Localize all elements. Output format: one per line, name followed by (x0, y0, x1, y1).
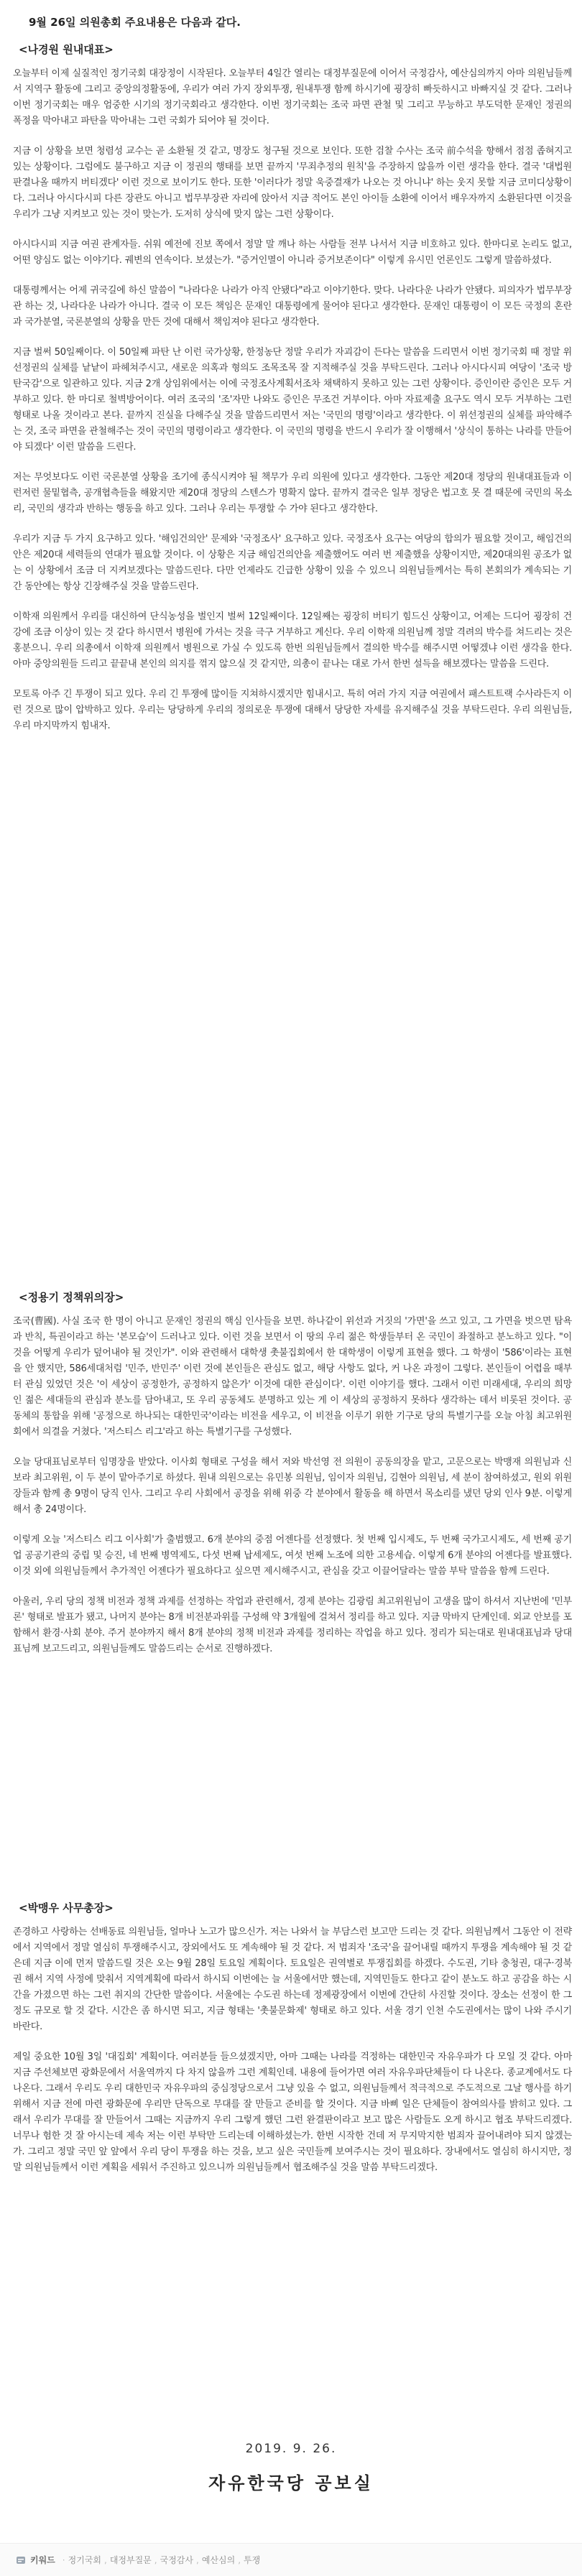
paragraph: 아울러, 우리 당의 정책 비전과 정책 과제를 선정하는 작업과 관련해서, 경제 분야는 김광림 최고위원님이 고생을 많이 하셔서 지난번에 '민부론' 형태로 발표가 됐고, 나머지 분야는 8개 비전분과위를 구성해 약 3개월에 걸쳐서 정리를 하고 있다. 지금 막바지 단계인데. 외교 안보를 포함해서 환경·사회 분야. 주거 분야까지 해서 8개 분야의 정책 비전과 과제를 정리하는 작업을 하고 있다. 정리가 되는대로 원내대표님과 당대표님께 보고드리고, 의원님들께도 말씀드리는 순서로 진행하겠다. (13, 1596, 572, 1654)
paragraph: 오늘부터 이제 실질적인 정기국회 대장정이 시작된다. 오늘부터 4일간 열리는 대정부질문에 이어서 국정감사, 예산심의까지 아마 의원님들께서 지역구 활동에 그리고 중앙의정활동에, 우리가 여러 가지 장외투쟁, 원내투쟁 함께 하시기에 굉장히 빠듯하시고 바빠지실 것 같다. 그러나 이번 정기국회는 매우 엄중한 시기의 정기국회라고 생각한다. 이번 정기국회는 조국 파면 관철 및 그리고 무능하고 부도덕한 문재인 정권의 폭정을 막아내고 파탄을 막아내는 그런 국회가 되어야 될 것이다. (13, 68, 572, 126)
section-na-kyung-won (7, 42, 572, 734)
paragraph: 존경하고 사랑하는 선배동료 의원님들, 얼마나 노고가 많으신가. 저는 나와서 늘 부담스런 보고만 드리는 것 같다. 의원님께서 그동안 이 전략에서 지역에서 정말 열심히 투쟁해주시고, 장외에서도 또 계속해야 될 것 같다. 저 범죄자 '조국'을 끌어내릴 때까지 투쟁을 계속해야 될 것 같은데 지금 이에 먼저 말씀드릴 것은 오는 9월 28일 토요일 계획이다. 토요일은 권역별로 투쟁집회를 하겠다. 수도권, 기타 충청권, 대구·경북권 해서 지역 사정에 맞춰서 지역계획에 따라서 하시되 이번에는 늘 서울에서만 했는데, 지역민들도 한다고 같이 분노도 하고 공감을 하는 시간을 가졌으면 하는 그런 취지의 간단한 말씀이다. 서울에는 수도권 하는데 정제광장에서 이번에 간단히 사진할 것이다. 장소는 선정이 한 그 정도 규모로 할 것 같다. 시간은 좀 하시면 되고, 지금 형태는 '촛불문화제' 형태로 하고 있다. 서울 경기 인천 수도권에서는 많이 나와 주시기 바란다. (13, 1927, 572, 2032)
paragraph: 아시다시피 지금 여권 관계자들. 쉬워 예전에 진보 쪽에서 정말 말 깨나 하는 사람들 전부 나서서 지금 비호하고 있다. 한마디로 논리도 없고, 어떤 양심도 없는 이야기다. 궤변의 연속이다. 보셨는가. "증거인멸이 아니라 증거보존이다" 이렇게 유시민 언론인도 그렇게 말씀하셨다. (13, 239, 572, 266)
section-title: <정용기 정책위의장> (19, 1291, 124, 1304)
paragraph: 모토록 아주 긴 투쟁이 되고 있다. 우리 긴 투쟁에 많이들 지쳐하시겠지만 힘내시고. 특히 여러 가지 지금 여권에서 패스트트랙 수사라든지 이런 것으로 많이 압박하고 있다. 우리는 당당하게 우리의 정의로운 투쟁에 대해서 당당한 자세를 유지해주실 것을 부탁드린다. 우리 의원님들, 우리 마지막까지 힘내자. (13, 689, 572, 731)
paragraph: 지금 벌써 50일째이다. 이 50일째 파탄 난 이런 국가상황, 한정농단 정말 우리가 자괴감이 든다는 말씀을 드리면서 이번 정기국회 때 정말 위선정권의 실체를 낱낱이 파헤쳐주시고, 새로운 의혹과 형의도 조목조목 잘 지적해주실 것을 부탁드린다. 그러나 아시다시피 여당이 '조국 방탄국감'으로 일관하고 있다. 지금 2개 상임위에서는 이에 국정조사계획서조차 채택하지 못하고 있는 그런 상황이다. 증인이란 증인은 모두 거부하고 있다. 한 마디로 철벽방어이다. 여러 조국의 '조'자만 나와도 증인은 무조건 거부이다. 아마 자료제출 요구도 역시 모두 거부하는 그런 형태로 나올 것이라고 본다. 끝까지 진실을 다해주실 것을 말씀드리면서 저는 '국민의 명령'이라고 생각한다. 이 위선정권의 실체를 파악해주는 것, 조국 파면을 관철해주는 것이 국민의 명령이라고 생각한다. 이 국민의 명령을 반드시 우리가 잘 이행해서 '상식이 통하는 나라를 만들어야 되겠다' 이런 말씀을 드린다. (13, 347, 573, 453)
keyword-separator: , (154, 2554, 157, 2565)
keyword-separator: , (195, 2554, 199, 2565)
paragraph: 대통령께서는 어제 귀국길에 하신 말씀이 "나라다운 나라가 아직 안됐다"라고 이야기한다. 맞다. 나라다운 나라가 안됐다. 피의자가 법무부장관 하는 것, 나라다운 나라가 아니다. 결국 이 모든 책임은 문재인 대통령에게 물어야 된다고 생각한다. 문재인 대통령이 이 모든 국정의 혼란과 국가분열, 국론분열의 상황을 만든 것에 대해서 책임져야 된다고 생각한다. (13, 285, 572, 328)
paragraph: 우리가 지금 두 가지 요구하고 있다. '해임건의안' 문제와 '국정조사' 요구하고 있다. 국정조사 요구는 여당의 합의가 필요할 것이고, 해임건의안은 제20대 세력들의 연대가 필요할 것이다. 이 상황은 지금 해임건의안을 제출했어도 여러 번 제출했을 상황이지만, 제20대의원 공조가 없는 이 상황에서 조금 더 지켜보겠다는 말씀드린다. 다만 언제라도 긴급한 상황이 있을 수 있으니 의원님들께서는 특히 본회의가 계속되는 기간 동안에는 항상 긴장해주실 것을 말씀드린다. (13, 534, 572, 592)
keyword-tag[interactable]: 투쟁 (244, 2555, 261, 2565)
paragraph: 이렇게 오늘 '저스티스 리그 이사회'가 출범했고. 6개 분야의 중점 어젠다를 선정했다. 첫 번째 입시제도, 두 번째 국가고시제도, 세 번째 공기업 공공기관의 중립 및 승진, 네 번째 병역제도, 다섯 번째 납세제도, 여섯 번째 노조에 의한 고용세습. 이렇게 6개 분야의 어젠다를 발표했다. 이것 외에 의원님들께서 추가적인 어젠다가 필요하다고 싶으면 제시해주시고, 관심을 갖고 이끌어달라는 말씀 부탁 말씀을 함께 드린다. (13, 1534, 572, 1577)
keyword-label: 키워드 (30, 2555, 55, 2565)
paragraph: 지금 이 상황을 보면 청렴성 교수는 곧 소환될 것 같고, 명장도 청구될 것으로 보인다. 또한 검찰 수사는 조국 前수석을 향해서 점점 좁혀지고 있는 상황이다. 그럼에도 불구하고 지금 이 정권의 행태를 보면 끝까지 '무죄추정의 원칙'을 주장하지 않을까 이런 생각을 한다. 결국 '대법원 판결나올 때까지 버티겠다' 이런 것으로 보이기도 한다. 또한 '이러다가 정말 욱중결재가 나오는 것 아니냐' 하는 웃지 못할 지금 코미디상황이다. 그러나 아시다시피 다른 장관도 아니고 법무부장관 자리에 앉아서 지금 적어도 본인 아이들 소환에 이어서 배우자까지 소환된다면 이것을 우리가 그냥 지켜보고 있는 것이 맞는가. 도저히 상식에 맞지 않는 그런 상황이다. (13, 146, 572, 220)
keyword-footer (0, 2543, 582, 2576)
section-jung-yong-ki (7, 1289, 572, 1657)
release-date: 2019. 9. 26. (245, 2442, 337, 2456)
intro-line: 9월 26일 의원총회 주요내용은 다음과 같다. (29, 16, 241, 29)
keyword-separator: , (238, 2554, 241, 2565)
paragraph: 조국(曹國). 사실 조국 한 명이 아니고 문재인 정권의 핵심 인사들을 보면. 하나같이 위선과 거짓의 '가면'을 쓰고 있고, 그 가면을 벗으면 탐욕과 반칙, 특권이라고 하는 '본모습'이 드러나고 있다. 이런 것을 보면서 이 땅의 우리 젊은 학생들부터 온 국민이 좌절하고 분노하고 있다. "이것을 어떻게 우리가 덮어내야 될 것인가". 이와 관련해서 대학생 촛불집회에서 한 대학생이 이렇게 표현을 했다. 그 학생이 '586'이라는 표현을 안 했지만, 586세대처럼 '민주, 반민주' 이런 것에 본인들은 관심도 없고, 해당 사항도 없다, 커 나온 과정이 그렇다. 본인들이 어렵을 때부터 관심 있었던 것은 '이 세상이 공정한가, 공정하지 않은가' 이것에 대한 관심이다'. 이런 이야기를 했다. 그래서 이런 미래세대, 우리의 희망인 젊은 세대들의 관심과 분노를 담아내고, 또 우리 공동체도 분명하고 있는 게 이 세상의 공정하지 못하다 생각하는 데서 비롯된 것이다. 공동체의 통합을 위해 '공정으로 하나되는 대한민국'이라는 비전을 세우고, 이 비전을 이루기 위한 기구로 당의 특별기구를 오늘 아침 최고위원회에서 의결을 거쳤다. '저스티스 리그'라고 하는 특별기구를 구성했다. (13, 1316, 573, 1437)
section-title: <나경원 원내대표> (19, 43, 114, 56)
section-park-maeng-woo (7, 1900, 572, 2176)
keyword-tag-icon (16, 2555, 26, 2565)
keyword-list (16, 2554, 260, 2566)
keyword-separator: · (62, 2554, 65, 2565)
paragraph: 이학재 의원께서 우리를 대신하여 단식농성을 벌인지 벌써 12일째이다. 12일째는 굉장히 버티기 힘드신 상황이고, 어제는 드디어 굉장히 건강에 조금 이상이 있는 것 같다 하시면서 병원에 가셔는 것을 극구 거부하고 계신다. 우리 이학재 의원님께 정말 격려의 박수를 쳐드리는 것은 홍분으니. 우리 의총에서 이학재 의원께서 병원으로 가실 수 있도록 한번 의원님들께서 결의한 박수를 해주시면 어떻겠냐 이런 생각을 한다. 아마 중앙의원들 드리고 끝끝내 본인의 의지를 꺾지 않으실 것 같지만, 의총이 끝나는 대로 가서 한번 설득을 해보겠다는 말씀을 드린다. (13, 611, 572, 670)
paragraph: 저는 무엇보다도 이런 국론분열 상황을 조기에 종식시켜야 될 책무가 우리 의원에 있다고 생각한다. 그동안 제20대 정당의 원내대표들과 이런저런 물밑협측, 공개협측들을 해왔지만 제20대 정당의 스텐스가 명확지 않다. 끝까지 결국은 일부 정당은 법고호 못 결 때문에 국민의 목소리, 국민의 생각과 반하는 행동을 하고 있다. 그러나 우리는 투쟁할 수 가야 된다고 생각한다. (13, 472, 572, 514)
paragraph: 제일 중요한 10월 3일 '대집회' 계획이다. 여러분들 들으셨겠지만, 아마 그때는 나라를 걱정하는 대한민국 자유우파가 다 모일 것 같다. 아마 지금 주선체보면 광화문에서 서울역까지 다 차지 않을까 그런 계획인데. 내용에 들어가면 여러 자유우파단체들이 다 나온다. 종교계에서도 다 나온다. 그래서 우리도 우리 대한민국 자유우파의 중심정당으로서 그냥 있을 수 없고, 의원님들께서 적극적으로 주도적으로 그날 행사를 하기 위해서 지금 전에 마련 광화문에 우리만 단독으로 무대를 잘 만들고 준비를 할 것이다. 지금 바삐 일은 단체들이 참여의사를 밝히고 있다. 그래서 우리가 무대를 잘 만들어서 그때는 지금까지 우리 그렇게 했던 그런 완결판이라고 보고 많은 사람들도 오게 하시고 협조 부탁드리겠다. 너무나 험한 것 잘 아시는데 제속 저는 이런 부탁만 드리는데 이해하셨는가. 한번 시작한 건데 저 무지막지한 범죄자 끌어내려야 되지 않겠는가. 그리고 정말 국민 앞 앞에서 우리 당이 투쟁을 하는 것을, 보고 싶은 국민들께 보여주시는 것이 필요하다. 장내에서도 열심히 하시지만, 정말 의원님들께서 이런 계획을 세워서 주진하고 있으니까 의원님들께서 협조해주실 것을 말씀 부탁드리겠다. (13, 2052, 572, 2173)
keyword-tag[interactable]: 예산심의 (201, 2555, 236, 2565)
keyword-separator: , (103, 2554, 107, 2565)
keyword-tag[interactable]: 대정부질문 (109, 2555, 152, 2565)
issuing-organization: 자유한국당 공보실 (208, 2473, 374, 2493)
section-title: <박맹우 사무총장> (19, 1901, 114, 1914)
paragraph: 오늘 당대표님로부터 임명장을 받았다. 이사회 형태로 구성을 해서 저와 박선영 전 의원이 공동의장을 맡고, 고문으로는 박맹재 의원님과 신보라 최고위원, 이 두 분이 맡아주기로 하셨다. 원내 의원으로는 유민봉 의원님, 임이자 의원님, 김현아 의원님, 세 분이 참여하셨고, 원외 위원장들과 함께 총 9명이 당직 인사. 그리고 우리 사회에서 공정을 위해 위중 각 분야에서 활동을 해 하면서 목소리를 냈던 당외 인사 9분. 이렇게 해서 총 24명이다. (13, 1457, 572, 1515)
keyword-tag[interactable]: 국정감사 (160, 2555, 193, 2565)
keyword-tag[interactable]: 정기국회 (68, 2555, 101, 2565)
